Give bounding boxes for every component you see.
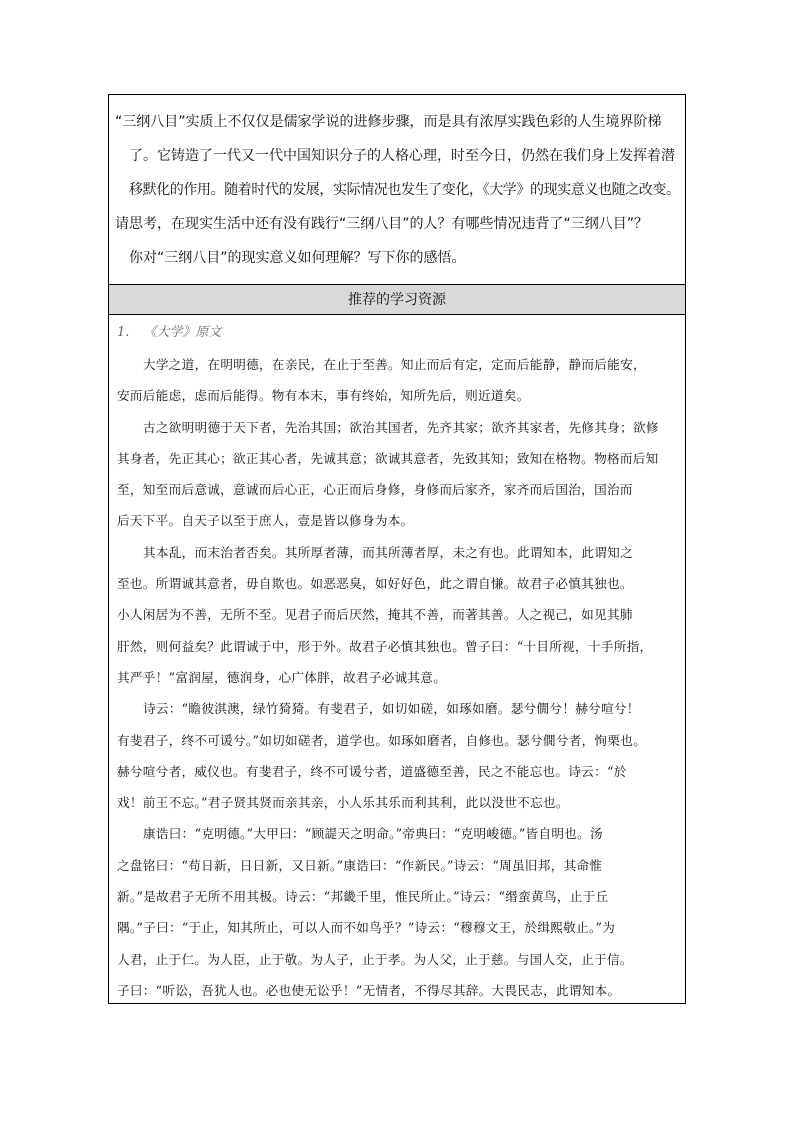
text-paragraph (117, 537, 679, 693)
prompt-text (115, 105, 679, 275)
resource-number: 1. (117, 325, 130, 340)
prompt-line: “三纲八目”实质上不仅仅是儒家学说的进修步骤，而是具有浓厚实践色彩的人生境界阶梯 (115, 114, 662, 130)
paragraph-line: 至也。所谓诚其意者，毋自欺也。如恶恶臭，如好好色，此之谓自慊。故君子必慎其独也。 (117, 576, 633, 592)
paragraph-line: 康诰曰：“克明德。”大甲曰：“顾諟天之明命。”帝典曰：“克明峻德。”皆自明也。汤 (143, 826, 603, 842)
prompt-line: 你对“三纲八目”的现实意义如何理解？写下你的感悟。 (129, 250, 466, 266)
paragraph-line: 至，知至而后意诚，意诚而后心正，心正而后身修，身修而后家齐，家齐而后国治，国治而 (117, 482, 633, 498)
paragraph-line: 赫兮喧兮者，威仪也。有斐君子，终不可谖兮者，道盛德至善，民之不能忘也。诗云：“於 (117, 763, 627, 779)
document-table (108, 94, 686, 1004)
paragraph-line: 隅。”子曰：“于止，知其所止，可以人而不如鸟乎？”诗云：“穆穆文王，於缉熙敬止。”为 (117, 920, 616, 936)
prompt-line: 移默化的作用。随着时代的发展，实际情况也发生了变化，《大学》的现实意义也随之改变。 (129, 182, 680, 198)
paragraph-line: 人君，止于仁。为人臣，止于敬。为人子，止于孝。为人父，止于慈。与国人交，止于信。 (117, 951, 633, 967)
resource-title-text: 《大学》原文 (143, 325, 222, 340)
prompt-line: 请思考，在现实生活中还有没有践行“三纲八目”的人？有哪些情况违背了“三纲八目”？ (115, 216, 649, 232)
paragraph-line: 之盘铭曰：“苟日新，日日新，又日新。”康诰曰：“作新民。”诗云：“周虽旧邦，其命惟 (117, 857, 603, 873)
paragraph-line: 后天下平。自天子以至于庶人，壹是皆以修身为本。 (117, 513, 414, 529)
resource-title (117, 321, 679, 345)
paragraph-line: 戏！前王不忘。”君子贤其贤而亲其亲，小人乐其乐而利其利，此以没世不忘也。 (117, 795, 569, 811)
paragraph-line: 其严乎！”富润屋，德润身，心广体胖，故君子必诚其意。 (117, 669, 447, 685)
paragraph-line: 有斐君子，终不可谖兮。”如切如磋者，道学也。如琢如磨者，自修也。瑟兮僩兮者，恂栗也。 (117, 732, 647, 748)
resources-header: 推荐的学习资源 (109, 285, 685, 315)
paragraph-line: 小人闲居为不善，无所不至。见君子而后厌然，掩其不善，而著其善。人之视己，如见其肺 (117, 607, 633, 623)
text-paragraph (117, 818, 679, 1006)
resources-section (109, 315, 685, 1003)
paragraph-line: 古之欲明明德于天下者，先治其国；欲治其国者，先齐其家；欲齐其家者，先修其身；欲修 (143, 419, 659, 435)
paragraph-line: 其身者，先正其心；欲正其心者，先诚其意；欲诚其意者，先致其知；致知在格物。物格而后知 (117, 450, 659, 466)
text-paragraph (117, 412, 679, 537)
paragraph-line: 肝然，则何益矣？此谓诚于中，形于外。故君子必慎其独也。曾子曰：“十目所视，十手所指， (117, 638, 653, 654)
paragraph-line: 诗云：“瞻彼淇澳，绿竹猗猗。有斐君子，如切如磋，如琢如磨。瑟兮僩兮！赫兮喧兮！ (143, 701, 640, 717)
paragraph-line: 子曰：“听讼，吾犹人也。必也使无讼乎！”无情者，不得尽其辞。大畏民志，此谓知本。 (117, 982, 621, 998)
reflection-prompt (109, 95, 685, 285)
paragraph-line: 新。”是故君子无所不用其极。诗云：“邦畿千里，惟民所止。”诗云：“缗蛮黄鸟，止于丘 (117, 889, 609, 905)
text-paragraph (117, 693, 679, 818)
paragraph-line: 其本乱，而末治者否矣。其所厚者薄，而其所薄者厚，未之有也。此谓知本，此谓知之 (143, 544, 633, 560)
paragraph-line: 大学之道，在明明德，在亲民，在止于至善。知止而后有定，定而后能静，静而后能安， (143, 357, 646, 372)
prompt-line: 了。它铸造了一代又一代中国知识分子的人格心理，时至今日，仍然在我们身上发挥着潜 (129, 148, 675, 164)
paragraph-line: 安而后能虑，虑而后能得。物有本末，事有终始，知所先后，则近道矣。 (117, 388, 530, 404)
text-paragraph (117, 349, 679, 412)
